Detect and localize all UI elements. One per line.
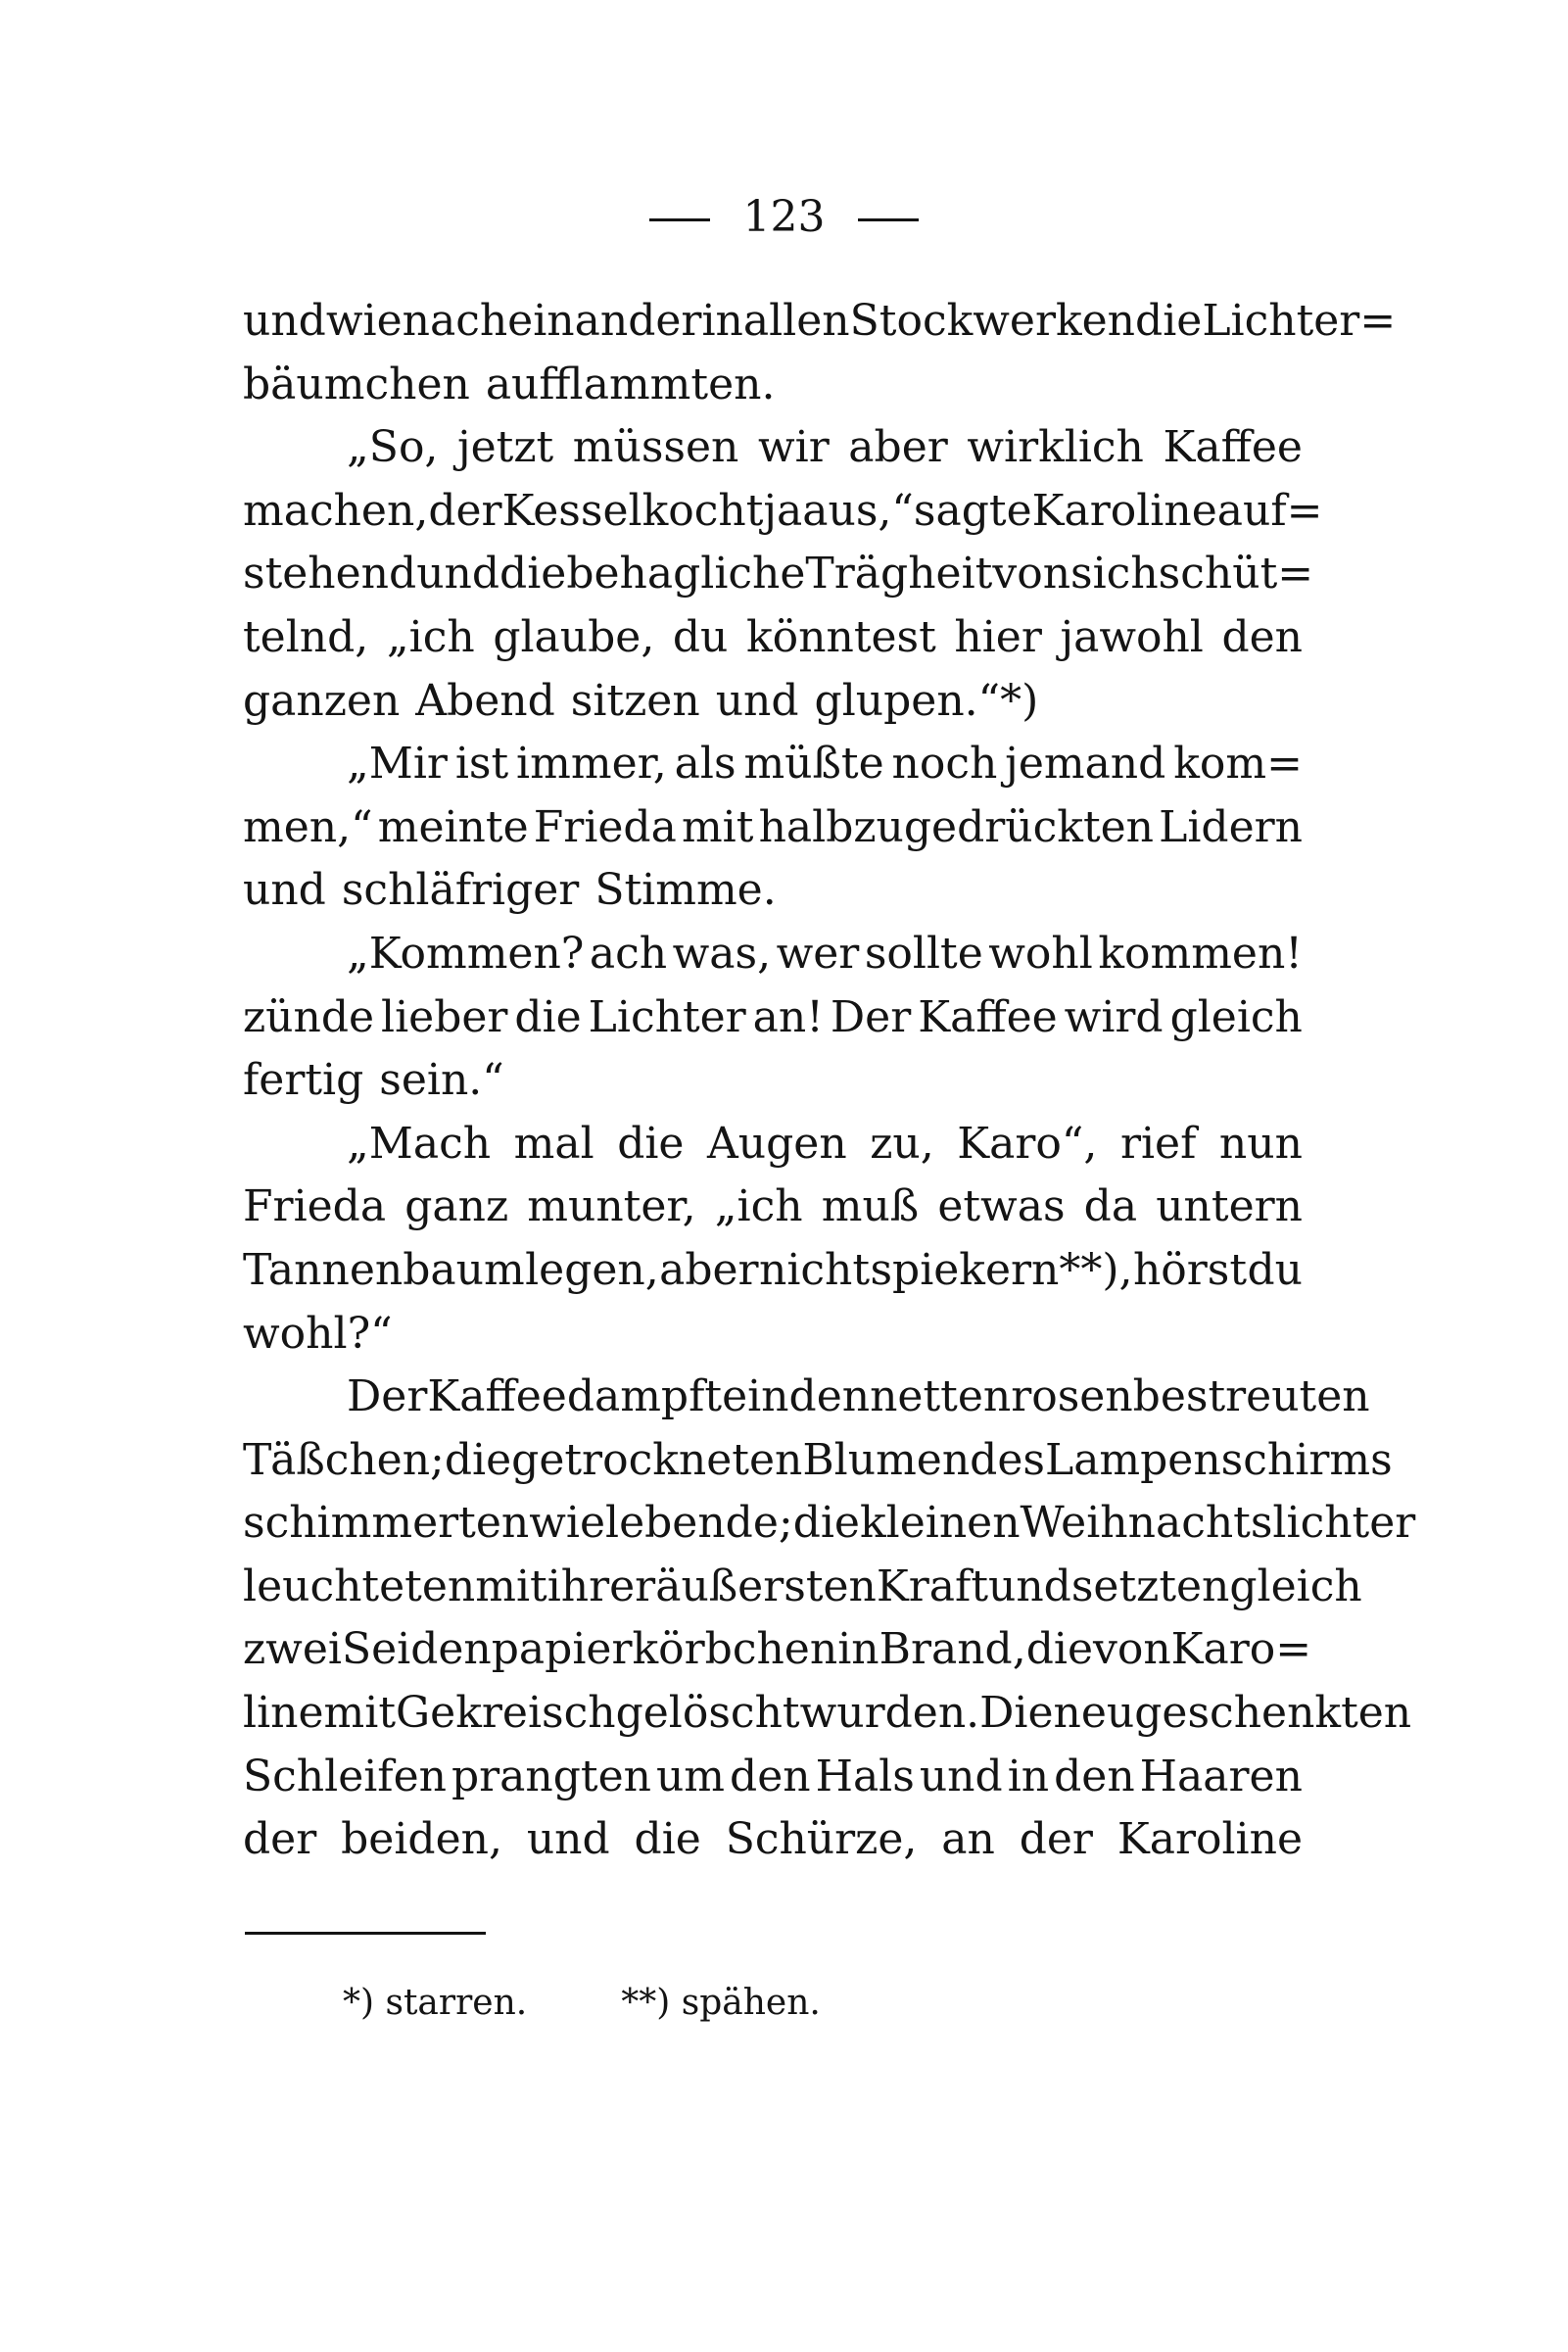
text-line [243, 543, 1314, 606]
word: lebende; [605, 1498, 793, 1549]
word: du [1247, 1244, 1303, 1295]
word: nun [1218, 1118, 1303, 1169]
text-line [243, 670, 1303, 734]
word: stehend [243, 549, 417, 600]
word: rosenbestreuten [1011, 1371, 1370, 1422]
word: bäumchen [243, 359, 470, 409]
word: schüt= [1158, 549, 1314, 600]
word: Kaffee [427, 1371, 567, 1422]
word: und [715, 675, 799, 726]
word: aber [659, 1244, 759, 1295]
word: wurden. [799, 1688, 980, 1739]
text-line [243, 1556, 1362, 1619]
word: fertig [243, 1055, 364, 1106]
word: machen, [243, 485, 429, 536]
word: zünde [243, 991, 375, 1042]
word: leuchteten [243, 1560, 476, 1611]
text-line [243, 1808, 1303, 1872]
word: wohl [988, 928, 1093, 979]
text-line [243, 1113, 1303, 1176]
word: und [243, 296, 326, 346]
page-number-value: 123 [742, 192, 826, 242]
word: den [788, 1371, 871, 1422]
word: Schleifen [243, 1751, 447, 1801]
word: Frieda [533, 801, 677, 852]
word: die [444, 1434, 512, 1485]
word: und [416, 549, 500, 600]
word: netten [870, 1371, 1012, 1422]
text-line [243, 1682, 1412, 1746]
word: Karo= [1170, 1624, 1312, 1675]
word: Kraft [876, 1560, 988, 1611]
word: Karoline [1117, 1814, 1303, 1865]
word: „So, [347, 422, 439, 473]
word: kocht [641, 485, 764, 536]
text-line [243, 1049, 1303, 1113]
word: mit [475, 1560, 547, 1611]
word: sollte [864, 928, 983, 979]
word: an! [752, 991, 824, 1042]
word: äußersten [655, 1560, 877, 1611]
word: als [674, 739, 736, 790]
word: sein.“ [379, 1055, 504, 1106]
word: glupen.“*) [814, 675, 1039, 726]
word: „Kommen? [347, 928, 585, 979]
word: schimmerten [243, 1498, 530, 1549]
word: wer [776, 928, 860, 979]
word: in [837, 1624, 879, 1675]
word: muß [821, 1181, 920, 1232]
word: Lidern [1159, 801, 1303, 852]
word: wird [1064, 991, 1164, 1042]
word: Abend [415, 675, 555, 726]
word: Trägheit [805, 549, 993, 600]
word: glaube, [493, 611, 655, 662]
word: in [701, 296, 743, 346]
word: an [941, 1814, 995, 1865]
word: hörst [1132, 1244, 1248, 1295]
word: die [634, 1814, 701, 1865]
word: neugeschenkten [1053, 1688, 1412, 1739]
word: wohl?“ [243, 1308, 393, 1359]
word: lieber [381, 991, 508, 1042]
word: und [526, 1814, 610, 1865]
text-line [243, 859, 1303, 923]
word: „Mir [347, 739, 448, 790]
footnotes [343, 1979, 821, 2028]
word: aber [848, 422, 948, 473]
word: müßte [743, 739, 884, 790]
word: wirklich [967, 422, 1144, 473]
word: Gekreisch [396, 1688, 616, 1739]
word: etwas [937, 1181, 1066, 1232]
word: untern [1156, 1181, 1303, 1232]
page-number [0, 188, 1568, 247]
word: der [428, 485, 502, 536]
word: mit [323, 1688, 397, 1739]
word: rief [1119, 1118, 1197, 1169]
word: jemand [1005, 739, 1166, 790]
word: sagte [913, 485, 1032, 536]
word: Der [830, 991, 912, 1042]
text-line [243, 923, 1303, 986]
word: um [655, 1751, 726, 1801]
word: Brand, [879, 1624, 1026, 1675]
text-line [243, 986, 1303, 1050]
footnote-rule [245, 1932, 486, 1935]
text-line [243, 733, 1303, 796]
word: Lichter [588, 991, 746, 1042]
text-line [243, 1746, 1303, 1809]
word: kleinen [859, 1498, 1021, 1549]
word: schläfriger [341, 865, 580, 916]
text-line [243, 1492, 1416, 1556]
word: munter, [527, 1181, 696, 1232]
word: die [792, 1498, 860, 1549]
word: die [499, 549, 567, 600]
word: dampfte [566, 1371, 748, 1422]
word: der [1019, 1814, 1093, 1865]
word: Kaffee [1163, 422, 1303, 473]
word: „ich [386, 611, 475, 662]
word: Schürze, [725, 1814, 918, 1865]
word: sitzen [570, 675, 700, 726]
word: hier [954, 611, 1042, 662]
footnote-1: *) starren. [343, 1983, 528, 2023]
word: wie [529, 1498, 605, 1549]
word: die [514, 991, 582, 1042]
word: die [1025, 1624, 1093, 1675]
word: beiden, [341, 1814, 502, 1865]
word: von [1092, 1624, 1171, 1675]
word: allen [742, 296, 850, 346]
word: der [243, 1814, 317, 1865]
word: die [1135, 296, 1203, 346]
word: was, [672, 928, 772, 979]
word: Augen [707, 1118, 847, 1169]
text-line [243, 290, 1397, 354]
text-line [243, 416, 1303, 480]
word: „Mach [347, 1118, 492, 1169]
word: ach [589, 928, 668, 979]
word: den [1221, 611, 1303, 662]
word: aufflammten. [485, 359, 776, 409]
word: auf= [1216, 485, 1323, 536]
word: die [617, 1118, 685, 1169]
word: Blumen [802, 1434, 971, 1485]
word: kom= [1173, 739, 1303, 790]
right-dash [858, 218, 919, 221]
word: immer, [516, 739, 667, 790]
word: Täßchen; [243, 1434, 445, 1485]
text-line [243, 480, 1323, 544]
word: Karoline [1031, 485, 1217, 536]
text-line [243, 606, 1303, 670]
word: gelöscht [615, 1688, 800, 1739]
word: Karo“, [957, 1118, 1098, 1169]
word: getrockneten [511, 1434, 803, 1485]
text-line [243, 1366, 1370, 1429]
word: zwei [243, 1624, 342, 1675]
text-line [243, 354, 1303, 417]
word: Die [979, 1688, 1054, 1739]
word: Weihnachtslichter [1020, 1498, 1416, 1549]
word: ganz [404, 1181, 509, 1232]
word: telnd, [243, 611, 369, 662]
word: und [988, 1560, 1071, 1611]
word: Stimme. [594, 865, 777, 916]
text-line [243, 1429, 1393, 1493]
word: ihrer [546, 1560, 656, 1611]
word: jawohl [1060, 611, 1204, 662]
word: gleich [1169, 991, 1303, 1042]
word: setzten [1070, 1560, 1230, 1611]
word: wie [325, 296, 403, 346]
word: jetzt [456, 422, 554, 473]
word: aus,“ [802, 485, 914, 536]
word: kommen! [1098, 928, 1303, 979]
word: den [730, 1751, 811, 1801]
word: mit [681, 801, 754, 852]
word: men,“ [243, 801, 373, 852]
word: zu, [870, 1118, 934, 1169]
text-line [243, 1618, 1312, 1682]
word: legen, [525, 1244, 659, 1295]
word: meinte [377, 801, 529, 852]
word: du [672, 611, 729, 662]
word: nicht [758, 1244, 871, 1295]
word: Haaren [1139, 1751, 1303, 1801]
body-text [243, 290, 1416, 1872]
word: ist [454, 739, 509, 790]
word: Stockwerken [849, 296, 1136, 346]
word: des [970, 1434, 1045, 1485]
word: halbzugedrückten [758, 801, 1154, 852]
word: Der [347, 1371, 428, 1422]
word: „ich [714, 1181, 803, 1232]
word: wir [757, 422, 830, 473]
word: noch [891, 739, 998, 790]
word: Kessel [501, 485, 642, 536]
word: Lampenschirms [1044, 1434, 1393, 1485]
word: Lichter= [1202, 296, 1397, 346]
text-line [243, 796, 1303, 860]
word: gleich [1229, 1560, 1362, 1611]
word: den [1054, 1751, 1135, 1801]
word: Frieda [243, 1181, 387, 1232]
word: und [919, 1751, 1003, 1801]
word: mal [513, 1118, 594, 1169]
text-line [243, 1303, 1303, 1367]
word: ja [763, 485, 803, 536]
word: prangten [451, 1751, 651, 1801]
word: Tannenbaum [243, 1244, 525, 1295]
word: line [243, 1688, 324, 1739]
word: in [1007, 1751, 1050, 1801]
text-line [243, 1239, 1303, 1303]
word: könntest [745, 611, 936, 662]
word: und [243, 865, 326, 916]
word: sich [1070, 549, 1159, 600]
word: spiekern**), [870, 1244, 1133, 1295]
word: Hals [815, 1751, 915, 1801]
word: ganzen [243, 675, 401, 726]
word: Seidenpapierkörbchen [341, 1624, 838, 1675]
text-line [243, 1176, 1303, 1239]
left-dash [649, 218, 710, 221]
word: müssen [572, 422, 739, 473]
word: Kaffee [918, 991, 1058, 1042]
word: von [992, 549, 1071, 600]
word: nacheinander [402, 296, 702, 346]
word: da [1083, 1181, 1138, 1232]
word: behagliche [566, 549, 806, 600]
word: in [747, 1371, 789, 1422]
footnote-2: **) spähen. [621, 1983, 821, 2023]
